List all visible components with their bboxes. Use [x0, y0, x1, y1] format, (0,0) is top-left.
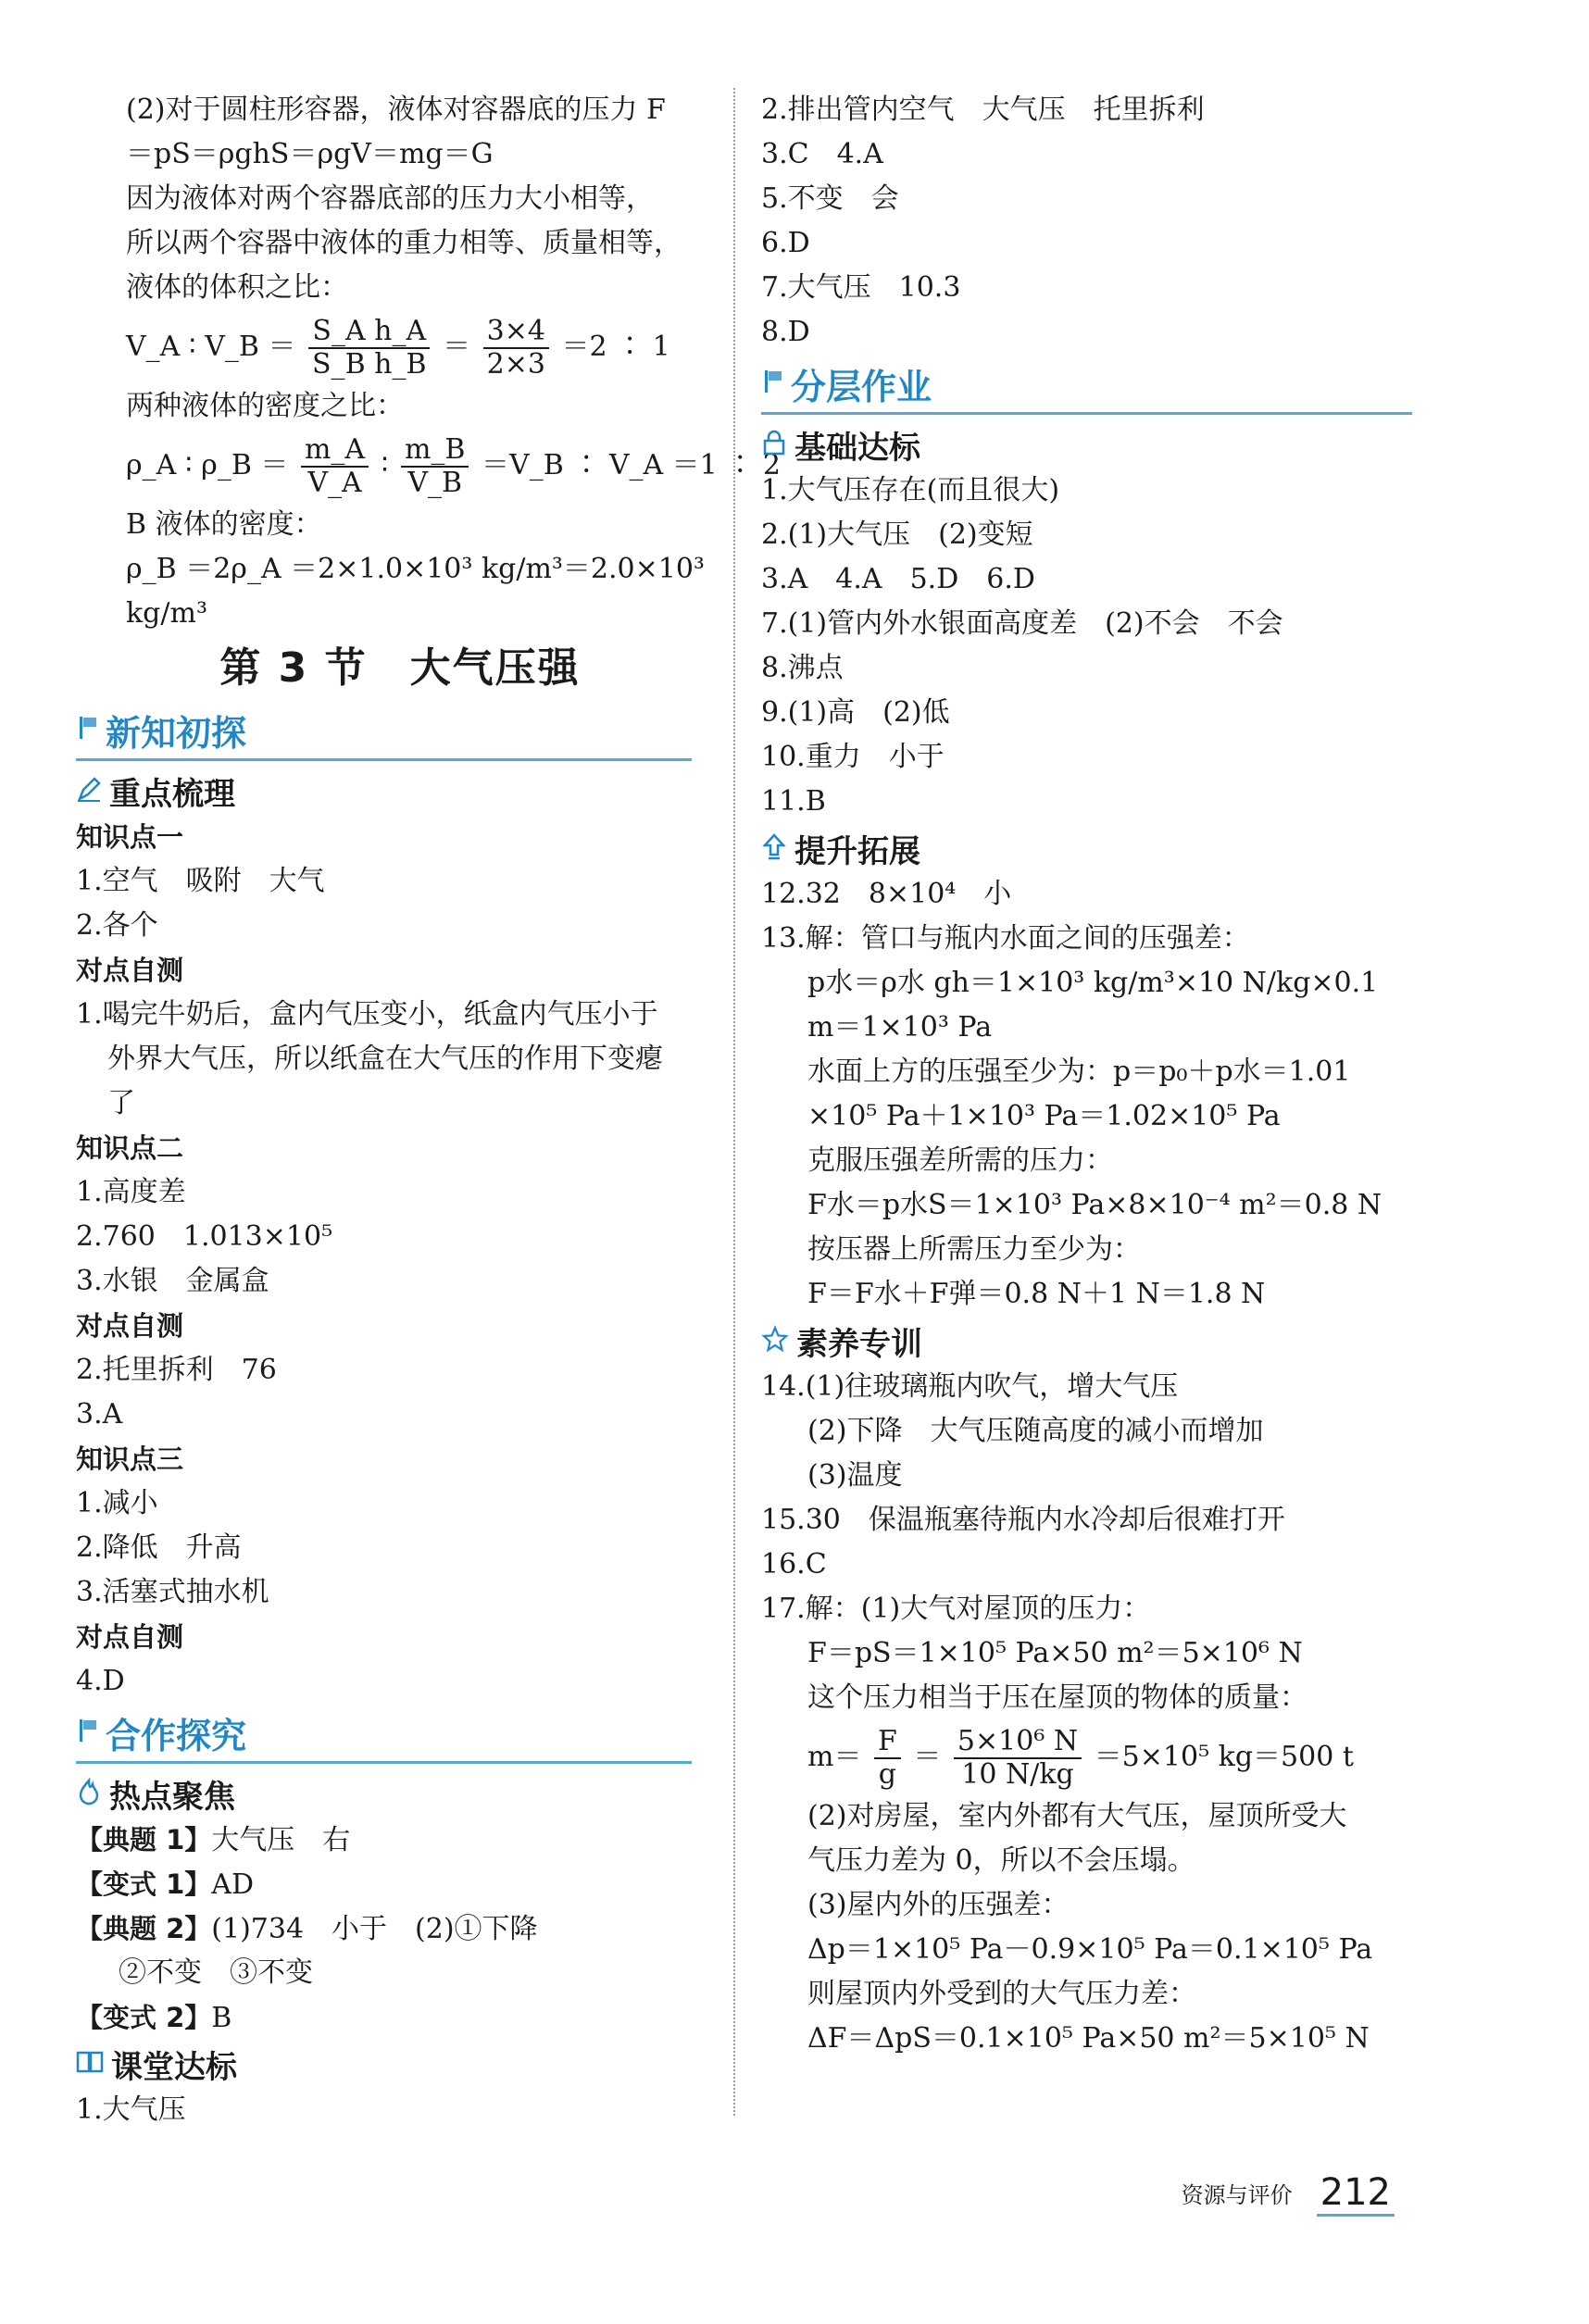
book-icon: [76, 2048, 104, 2080]
mass-equation: m＝ $\frac{F}{g}$ ＝ $\frac{\text{5×10⁶ N}}{10 N/kg}$ ＝5×10⁵ kg＝500 t: [807, 1725, 1354, 1791]
list-item: 2.(1)大气压 (2)变短: [761, 519, 1033, 551]
list-item: 1.减小: [76, 1487, 158, 1519]
subheader-extension: 提升拓展: [761, 824, 1446, 872]
list-item: 2.760 1.013×10⁵: [76, 1220, 333, 1253]
text-line: 两种液体的密度之比：: [126, 390, 404, 422]
knowledge-label: 知识点二: [76, 1132, 184, 1164]
flag-icon: [76, 1717, 100, 1748]
left-column: [76, 88, 781, 2132]
text-line: ＝pS＝ρghS＝ρgV＝mg＝G: [126, 138, 494, 170]
list-item: 13.解：管口与瓶内水面之间的压强差：: [761, 922, 1250, 955]
page-footer: [1182, 2171, 1395, 2217]
flag-icon: [761, 368, 785, 399]
list-item: 15.30 保温瓶塞待瓶内水冷却后很难打开: [761, 1504, 1285, 1536]
subheader-hot-focus: 热点聚焦: [76, 1769, 724, 1818]
knowledge-label: 知识点一: [76, 821, 184, 853]
flame-icon: [76, 1778, 102, 1809]
footer-source: 资源与评价: [1181, 2182, 1293, 2208]
solution-line: 按压器上所需压力至少为：: [807, 1233, 1141, 1266]
knowledge-label: 知识点三: [76, 1443, 184, 1475]
section-header-layered-homework: 分层作业: [761, 355, 1412, 415]
star-icon: [761, 1325, 789, 1356]
solution-line: (3)屋内外的压强差：: [807, 1889, 1070, 1921]
solution-line: m＝1×10³ Pa: [807, 1011, 993, 1043]
subheader-key-points: 重点梳理: [76, 767, 724, 815]
solution-line: 则屋顶内外受到的大气压力差：: [807, 1978, 1196, 2010]
subheader-class-standard: 课堂达标: [76, 2040, 724, 2088]
list-item: 9.(1)高 (2)低: [761, 696, 950, 729]
list-item: 2.排出管内空气 大气压 托里拆利: [761, 94, 1205, 126]
solution-line: 克服压强差所需的压力：: [807, 1144, 1113, 1177]
solution-line: 气压力差为 0，所以不会压塌。: [807, 1844, 1195, 1877]
list-item: 外界大气压，所以纸盒在大气压的作用下变瘪: [107, 1043, 663, 1075]
subheader-literacy: 素养专训: [761, 1317, 1446, 1365]
list-item: 7.大气压 10.3: [761, 271, 961, 304]
lock-icon: [761, 429, 787, 460]
list-item: 1.大气压存在(而且很大): [761, 474, 1060, 506]
list-item: 14.(1)往玻璃瓶内吹气，增大气压: [761, 1370, 1179, 1403]
column-divider: [733, 88, 735, 2116]
solution-line: F水＝p水S＝1×10³ Pa×8×10⁻⁴ m²＝0.8 N: [807, 1189, 1383, 1221]
solution-line: 水面上方的压强至少为：p＝p₀＋p水＝1.01: [807, 1056, 1351, 1088]
list-item: 10.重力 小于: [761, 741, 945, 773]
list-item: 1.大气压: [76, 2093, 186, 2126]
solution-line: ×10⁵ Pa＋1×10³ Pa＝1.02×10⁵ Pa: [807, 1100, 1281, 1132]
density-ratio-equation: ρ_A ∶ ρ_B ＝ $\frac{m\_A}{V\_A}$ ∶ $\frac{m\_B}{V\_B}$ ＝V_B ∶ V_A ＝1 ∶ 2: [126, 433, 781, 499]
self-test-label: 对点自测: [76, 1310, 184, 1342]
list-item: 8.D: [761, 316, 810, 348]
self-test-label: 对点自测: [76, 955, 184, 986]
solution-line: (2)对房屋，室内外都有大气压，屋顶所受大: [807, 1800, 1347, 1832]
solution-line: Δp＝1×10⁵ Pa－0.9×10⁵ Pa＝0.1×10⁵ Pa: [807, 1933, 1373, 1966]
text-line: ρ_B ＝2ρ_A ＝2×1.0×10³ kg/m³＝2.0×10³: [126, 553, 705, 585]
list-item: 2.托里拆利 76: [76, 1354, 277, 1386]
solution-line: p水＝ρ水 gh＝1×10³ kg/m³×10 N/kg×0.1: [807, 967, 1379, 999]
list-item: 7.(1)管内外水银面高度差 (2)不会 不会: [761, 607, 1283, 640]
solution-line: F＝F水＋F弹＝0.8 N＋1 N＝1.8 N: [807, 1278, 1266, 1310]
list-item: 4.D: [76, 1665, 125, 1697]
list-item: 17.解：(1)大气对屋顶的压力：: [761, 1593, 1151, 1625]
list-item: 11.B: [761, 785, 826, 818]
right-column: [761, 88, 1446, 2061]
list-item: 3.水银 金属盒: [76, 1265, 269, 1297]
list-item: 2.各个: [76, 909, 158, 942]
list-item: 6.D: [761, 227, 810, 259]
section-title: 第 3 节 大气压强: [219, 644, 581, 692]
text-line: (2)对于圆柱形容器，液体对容器底的压力 F: [126, 94, 666, 126]
flag-icon: [76, 714, 100, 745]
list-item: 2.降低 升高: [76, 1531, 242, 1564]
text-line: 所以两个容器中液体的重力相等、质量相等，: [126, 227, 682, 259]
list-item: 3.活塞式抽水机: [76, 1576, 269, 1608]
list-item: 1.空气 吸附 大气: [76, 865, 325, 897]
text-line: 因为液体对两个容器底部的压力大小相等，: [126, 182, 654, 215]
text-line: 液体的体积之比：: [126, 271, 348, 304]
example-item: 【典题 1】大气压 右: [76, 1824, 351, 1856]
section-header-new-knowledge: 新知初探: [76, 701, 692, 761]
list-item: 3.C 4.A: [761, 138, 883, 170]
list-item: (2)下降 大气压随高度的减小而增加: [807, 1415, 1264, 1447]
pencil-icon: [76, 775, 102, 806]
list-item: 1.高度差: [76, 1176, 186, 1208]
text-line: kg/m³: [126, 597, 207, 630]
subheader-basic: 基础达标: [761, 420, 1446, 469]
list-item: 3.A 4.A 5.D 6.D: [761, 563, 1035, 595]
list-item: 8.沸点: [761, 652, 844, 684]
example-item: ②不变 ③不变: [119, 1956, 313, 1989]
solution-line: ΔF＝ΔpS＝0.1×10⁵ Pa×50 m²＝5×10⁵ N: [807, 2022, 1370, 2055]
list-item: 16.C: [761, 1548, 827, 1581]
list-item: (3)温度: [807, 1459, 903, 1492]
volume-ratio-equation: V_A ∶ V_B ＝ $\frac{\text{S\_A h\_A}}{\text{S\_B h\_B}}$ ＝ $\frac{3\times 4}{2\times 3}$ ＝2 ∶ 1: [126, 315, 670, 381]
self-test-label: 对点自测: [76, 1621, 184, 1653]
list-item: 1.喝完牛奶后，盒内气压变小，纸盒内气压小于: [76, 998, 658, 1031]
example-item: 【变式 1】AD: [76, 1868, 254, 1901]
list-item: 3.A: [76, 1398, 123, 1431]
example-item: 【变式 2】B: [76, 2002, 232, 2034]
up-arrow-icon: [761, 832, 787, 864]
section-header-cooperation: 合作探究: [76, 1704, 692, 1764]
solution-line: F＝pS＝1×10⁵ Pa×50 m²＝5×10⁶ N: [807, 1637, 1303, 1669]
page-number: 212: [1317, 2171, 1395, 2217]
solution-line: 这个压力相当于压在屋顶的物体的质量：: [807, 1681, 1307, 1714]
text-line: B 液体的密度：: [126, 508, 322, 541]
example-item: 【典题 2】(1)734 小于 (2)①下降: [76, 1913, 538, 1945]
list-item: 了: [107, 1087, 135, 1119]
list-item: 5.不变 会: [761, 182, 899, 215]
list-item: 12.32 8×10⁴ 小: [761, 878, 1012, 910]
